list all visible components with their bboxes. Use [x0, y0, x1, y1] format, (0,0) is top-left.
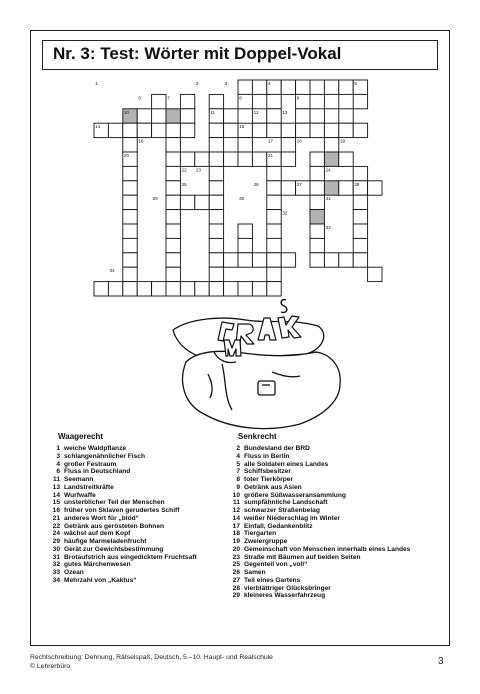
clue-number: 5 — [236, 460, 240, 468]
grid-cell-number: 11 — [210, 109, 216, 115]
grid-cell-number: 14 — [95, 124, 101, 130]
grid-cell[interactable] — [166, 152, 180, 166]
grid-cell[interactable] — [209, 224, 223, 238]
clue-item — [42, 453, 197, 461]
page-title: Nr. 3: Test: Wörter mit Doppel-Vokal — [53, 44, 342, 63]
grid-cell[interactable] — [123, 267, 137, 281]
clue-text: schwarzer Straßenbelag — [244, 507, 320, 514]
grid-cell-number: 6 — [138, 95, 141, 101]
grid-cell[interactable] — [267, 224, 281, 238]
grid-cell[interactable] — [267, 181, 281, 195]
grid-cell[interactable] — [224, 253, 238, 267]
grid-cell[interactable] — [267, 267, 281, 281]
clue-item — [222, 569, 410, 577]
clue-text: Schiffsbesitzer — [244, 468, 291, 476]
clue-number: 12 — [232, 507, 240, 514]
clue-text: Zweiergruppe — [244, 538, 288, 545]
down-heading: Senkrecht — [238, 432, 277, 441]
grid-cell[interactable] — [267, 123, 281, 137]
grid-cell[interactable] — [339, 109, 353, 123]
clue-text: Tiergarten — [244, 530, 277, 538]
grid-cell[interactable] — [209, 210, 223, 224]
clue-number: 14 — [52, 491, 60, 499]
grid-cell[interactable] — [209, 282, 223, 296]
grid-cell[interactable] — [209, 238, 223, 252]
grid-cell[interactable] — [252, 123, 266, 137]
grid-cell-number: 21 — [268, 153, 274, 158]
grid-cell[interactable] — [324, 181, 338, 195]
clue-number: 6 — [56, 468, 60, 476]
grid-cell[interactable] — [108, 123, 122, 137]
grid-cell[interactable] — [137, 109, 151, 123]
grid-cell[interactable] — [324, 123, 338, 137]
grid-cell[interactable] — [267, 94, 281, 108]
clue-number: 32 — [52, 561, 60, 569]
clue-text: gutes Märchenwesen — [64, 561, 131, 569]
grid-cell-number: 27 — [296, 181, 302, 187]
grid-cell[interactable] — [137, 282, 151, 296]
clue-number: 8 — [236, 476, 240, 483]
grid-cell[interactable] — [281, 138, 295, 152]
clue-item — [222, 499, 410, 507]
grid-cell[interactable] — [310, 109, 324, 123]
clue-item — [42, 499, 197, 507]
grid-cell[interactable] — [180, 109, 194, 123]
grid-cell[interactable] — [209, 267, 223, 281]
clue-number: 30 — [52, 545, 60, 553]
grid-cell[interactable] — [310, 238, 324, 252]
clue-text: kleineres Wasserfahrzeug — [244, 592, 326, 600]
clue-number: 17 — [232, 522, 240, 530]
grid-cell[interactable] — [324, 152, 338, 166]
grid-cell[interactable] — [267, 166, 281, 180]
clue-item — [222, 577, 410, 585]
clue-number: 23 — [232, 553, 240, 561]
grid-cell[interactable] — [166, 253, 180, 267]
clue-text: Fluss in Deutschland — [64, 468, 131, 476]
clue-item — [222, 530, 410, 538]
grid-cell-number: 20 — [124, 153, 130, 158]
grid-cell[interactable] — [296, 80, 310, 94]
grid-cell[interactable] — [166, 282, 180, 296]
grid-cell[interactable] — [368, 267, 382, 281]
grid-cell[interactable] — [123, 253, 137, 267]
grid-cell[interactable] — [166, 123, 180, 137]
grid-cell[interactable] — [310, 166, 324, 180]
grid-cell[interactable] — [108, 282, 122, 296]
grid-cell[interactable] — [324, 253, 338, 267]
grid-cell-number: 19 — [340, 138, 346, 144]
clue-text: großer Festraum — [64, 460, 117, 468]
grid-cell[interactable] — [339, 181, 353, 195]
clue-number: 4 — [56, 460, 60, 468]
grid-cell-number: 18 — [296, 138, 302, 144]
grid-cell[interactable] — [296, 123, 310, 137]
clue-number: 11 — [233, 499, 240, 507]
grid-cell[interactable] — [166, 195, 180, 209]
clue-item — [222, 453, 410, 461]
clue-text: weißer Niederschlag im Winter — [244, 514, 340, 522]
grid-cell[interactable] — [353, 94, 367, 108]
grid-cell-number: 33 — [325, 225, 331, 230]
grid-cell[interactable] — [252, 152, 266, 166]
grid-cell[interactable] — [281, 123, 295, 137]
clue-number: 2 — [236, 445, 240, 452]
clue-text: Einfall, Gedankenblitz — [244, 522, 313, 530]
grid-cell[interactable] — [281, 253, 295, 267]
grid-cell[interactable] — [368, 181, 382, 195]
clue-item — [42, 484, 197, 492]
grid-cell[interactable] — [353, 210, 367, 224]
clue-item — [42, 577, 197, 585]
grid-cell[interactable] — [152, 282, 166, 296]
clue-text: Gegenteil von „voll“ — [244, 561, 308, 569]
clue-number: 13 — [52, 483, 60, 491]
clue-text: Landstreitkräfte — [64, 483, 114, 491]
clue-item — [42, 515, 197, 523]
clue-text: Brotaufstrich aus eingedicktem Fruchtsaft — [64, 553, 197, 561]
grid-cell-number: 24 — [325, 167, 331, 173]
clue-item — [222, 523, 410, 531]
grid-cell-number: 10 — [124, 109, 130, 115]
grid-cell-number: 9 — [296, 95, 300, 101]
clue-item — [42, 461, 197, 469]
clue-text: schlangenähnlicher Fisch — [64, 452, 145, 460]
clue-item — [222, 592, 410, 600]
clue-item — [222, 561, 410, 569]
down-clue-list — [222, 445, 410, 600]
grid-cell[interactable] — [238, 152, 252, 166]
grid-cell[interactable] — [267, 282, 281, 296]
grid-cell[interactable] — [209, 253, 223, 267]
grid-cell[interactable] — [209, 138, 223, 152]
clue-number: 19 — [232, 538, 240, 545]
grid-cell[interactable] — [123, 138, 137, 152]
grid-cell[interactable] — [180, 282, 194, 296]
grid-cell[interactable] — [137, 123, 151, 137]
grid-cell[interactable] — [353, 253, 367, 267]
clue-item — [222, 476, 410, 484]
clue-item — [222, 546, 410, 554]
clue-item — [222, 484, 410, 492]
grid-cell-number: 2 — [196, 81, 199, 86]
clue-number: 14 — [232, 514, 240, 522]
clue-number: 15 — [52, 499, 60, 507]
clue-item — [222, 585, 410, 593]
clue-number: 16 — [52, 507, 60, 514]
footer — [30, 654, 273, 671]
grid-cell[interactable] — [166, 224, 180, 238]
clue-item — [222, 538, 410, 546]
grid-cell[interactable] — [123, 123, 137, 137]
clue-text: Teil eines Gartens — [244, 576, 301, 584]
grid-cell[interactable] — [267, 195, 281, 209]
grid-cell[interactable] — [310, 80, 324, 94]
grid-cell[interactable] — [224, 109, 238, 123]
grid-cell[interactable] — [195, 152, 209, 166]
clue-text: toter Tierkörper — [244, 476, 293, 483]
clue-number: 20 — [232, 545, 240, 553]
clue-text: häufige Marmeladenfrucht — [64, 538, 147, 545]
grid-cell-number: 30 — [239, 196, 245, 202]
across-heading: Waagerecht — [58, 432, 104, 441]
footer-line-1: Rechtschreibung: Dehnung, Rätselspaß, Deutsch, 5.–10. Haupt- und Realschule — [30, 654, 273, 661]
grid-cell[interactable] — [324, 80, 338, 94]
grid-cell[interactable] — [339, 152, 353, 166]
grid-cell[interactable] — [252, 282, 266, 296]
grid-cell[interactable] — [180, 195, 194, 209]
grid-cell[interactable] — [209, 152, 223, 166]
clue-item — [42, 476, 197, 484]
grid-cell[interactable] — [267, 253, 281, 267]
grid-cell[interactable] — [238, 238, 252, 252]
clue-number: 1 — [56, 445, 60, 452]
clue-number: 31 — [52, 553, 60, 561]
grid-cell[interactable] — [152, 123, 166, 137]
grid-cell[interactable] — [224, 282, 238, 296]
clue-text: wächst auf dem Kopf — [64, 530, 131, 538]
clue-item — [222, 492, 410, 500]
grid-cell[interactable] — [353, 238, 367, 252]
grid-cell-number: 25 — [181, 181, 187, 187]
clue-text: Fluss in Berlin — [244, 452, 290, 460]
grid-cell[interactable] — [123, 238, 137, 252]
grid-cell[interactable] — [238, 253, 252, 267]
grid-cell[interactable] — [353, 166, 367, 180]
grid-cell[interactable] — [195, 282, 209, 296]
clue-item — [222, 507, 410, 515]
clue-item — [222, 515, 410, 523]
grid-cell-number: 32 — [282, 210, 288, 216]
grid-cell[interactable] — [324, 138, 338, 152]
clue-text: anderes Wort für „blöd“ — [64, 514, 139, 522]
grid-cell[interactable] — [267, 109, 281, 123]
grid-cell-number: 4 — [268, 81, 271, 86]
grid-cell[interactable] — [195, 195, 209, 209]
grid-cells — [94, 80, 382, 296]
clue-item — [42, 538, 197, 546]
clue-text: sumpfähnliche Landschaft — [244, 499, 328, 507]
grid-cell[interactable] — [281, 152, 295, 166]
grid-cell[interactable] — [166, 166, 180, 180]
grid-cell[interactable] — [94, 282, 108, 296]
clue-item — [42, 546, 197, 554]
grid-cell[interactable] — [180, 123, 194, 137]
clue-text: Straße mit Bäumen auf beiden Seiten — [244, 553, 361, 561]
clue-item — [42, 530, 197, 538]
grid-cell[interactable] — [166, 238, 180, 252]
clue-text: alle Soldaten eines Landes — [244, 460, 329, 468]
clue-number: 4 — [236, 452, 240, 460]
clue-text: Mehrzahl von „Kaktus“ — [64, 576, 137, 584]
grid-cell[interactable] — [123, 224, 137, 238]
clue-item — [222, 468, 410, 476]
across-clue-list — [42, 445, 197, 585]
clue-item — [42, 507, 197, 515]
grid-cell[interactable] — [166, 138, 180, 152]
grid-cell[interactable] — [310, 152, 324, 166]
grid-cell[interactable] — [238, 80, 252, 94]
clue-text: früher von Sklaven gerudertes Schiff — [64, 507, 180, 514]
clue-item — [222, 461, 410, 469]
clue-number: 10 — [232, 491, 240, 499]
clue-number: 28 — [232, 584, 240, 592]
clue-text: vierblättriger Glücksbringer — [244, 584, 331, 592]
clue-number: 26 — [232, 569, 240, 576]
clue-text: Gerät zur Gewichtsbestimmung — [64, 545, 164, 553]
clue-item — [42, 445, 197, 453]
clue-number: 25 — [232, 561, 240, 569]
clue-number: 27 — [232, 576, 240, 584]
grid-cell[interactable] — [209, 123, 223, 137]
grid-cell-number: 29 — [152, 196, 158, 202]
clue-item — [42, 561, 197, 569]
page-number: 3 — [438, 656, 444, 667]
clue-number: 22 — [52, 522, 60, 530]
grid-cell-number: 7 — [167, 95, 170, 101]
clue-text: Gemeinschaft von Menschen innerhalb eines Landes — [244, 545, 411, 553]
clue-number: 24 — [52, 530, 60, 538]
clue-text: Wurfwaffe — [64, 491, 96, 499]
grid-cell-number: 12 — [253, 109, 259, 115]
grid-cell[interactable] — [123, 195, 137, 209]
grid-cell[interactable] — [209, 181, 223, 195]
grid-cell[interactable] — [152, 94, 166, 108]
clue-number: 9 — [236, 483, 240, 491]
clue-item — [42, 468, 197, 476]
grid-cell[interactable] — [353, 123, 367, 137]
grid-cell-number: 31 — [325, 196, 331, 202]
grid-cell-number: 15 — [239, 124, 245, 130]
grid-cell[interactable] — [180, 94, 194, 108]
grid-cell[interactable] — [209, 166, 223, 180]
grid-cell-number: 3 — [224, 81, 228, 86]
grid-cell[interactable] — [180, 152, 194, 166]
grid-cell[interactable] — [324, 94, 338, 108]
clue-item — [42, 523, 197, 531]
clue-item — [222, 445, 410, 453]
grid-cell[interactable] — [209, 195, 223, 209]
grid-cell[interactable] — [252, 253, 266, 267]
grid-cell[interactable] — [281, 181, 295, 195]
grid-cell[interactable] — [166, 267, 180, 281]
grid-cell[interactable] — [166, 181, 180, 195]
clue-number: 18 — [232, 530, 240, 538]
clue-number: 11 — [53, 476, 60, 483]
grid-cell[interactable] — [267, 238, 281, 252]
clue-text: Samen — [244, 569, 266, 576]
grid-cell[interactable] — [339, 123, 353, 137]
grid-cell-number: 16 — [138, 138, 144, 144]
grid-cell[interactable] — [296, 109, 310, 123]
clue-text: weiche Waldpflanze — [64, 445, 127, 452]
clue-number: 21 — [52, 514, 60, 522]
clue-text: Getränk aus Asien — [244, 483, 302, 491]
clue-item — [222, 554, 410, 562]
clue-item — [42, 554, 197, 562]
grid-cell[interactable] — [339, 80, 353, 94]
grid-cell[interactable] — [224, 152, 238, 166]
grid-cell-number: 17 — [268, 138, 274, 144]
grid-cell[interactable] — [123, 181, 137, 195]
clue-text: größere Süßwasseransammlung — [244, 491, 346, 499]
grid-cell-number: 34 — [109, 268, 115, 274]
clue-item — [42, 492, 197, 500]
clue-text: Ozean — [64, 569, 84, 576]
grid-cell[interactable] — [339, 253, 353, 267]
grid-cell[interactable] — [123, 282, 137, 296]
grid-cell[interactable] — [310, 181, 324, 195]
grid-cell[interactable] — [238, 282, 252, 296]
clue-text: Bundesland der BRD — [244, 445, 310, 452]
grid-cell[interactable] — [166, 109, 180, 123]
grid-cell[interactable] — [310, 195, 324, 209]
grid-cell-number: 28 — [354, 181, 360, 187]
clue-text: Seemann — [64, 476, 94, 483]
clue-number: 29 — [232, 592, 240, 600]
grid-cell[interactable] — [123, 210, 137, 224]
clue-number: 33 — [52, 569, 60, 576]
clue-text: unsterblicher Teil der Menschen — [64, 499, 165, 507]
grid-cell[interactable] — [123, 166, 137, 180]
grid-cell[interactable] — [238, 138, 252, 152]
grid-cell[interactable] — [310, 224, 324, 238]
footer-line-2: © Lehrerbüro — [30, 662, 71, 670]
grid-cell[interactable] — [281, 80, 295, 94]
grid-cell[interactable] — [267, 210, 281, 224]
grid-cell[interactable] — [252, 80, 266, 94]
grid-cell[interactable] — [310, 123, 324, 137]
clue-number: 34 — [52, 576, 60, 584]
grid-cell-number: 8 — [239, 95, 242, 101]
clue-number: 3 — [56, 452, 60, 460]
clue-text: Getränk aus gerösteten Bohnen — [64, 522, 165, 530]
grid-cell[interactable] — [166, 210, 180, 224]
grid-cell-number: 5 — [354, 81, 357, 86]
grid-cell[interactable] — [310, 253, 324, 267]
grid-cell-number: 1 — [95, 81, 98, 86]
grid-cell-number: 22 — [181, 167, 187, 173]
grid-cell-number: 13 — [282, 109, 288, 115]
grid-cell[interactable] — [353, 195, 367, 209]
grid-cell[interactable] — [238, 224, 252, 238]
grid-cell-number: 26 — [253, 181, 259, 187]
grid-cell[interactable] — [224, 123, 238, 137]
grid-cell[interactable] — [209, 94, 223, 108]
grid-cell[interactable] — [353, 224, 367, 238]
crossword-bag-illustration — [173, 300, 340, 429]
clue-item — [42, 569, 197, 577]
clue-number: 29 — [52, 538, 60, 545]
grid-cell-number: 23 — [196, 167, 202, 173]
grid-cell[interactable] — [310, 210, 324, 224]
clue-number: 7 — [236, 468, 240, 476]
